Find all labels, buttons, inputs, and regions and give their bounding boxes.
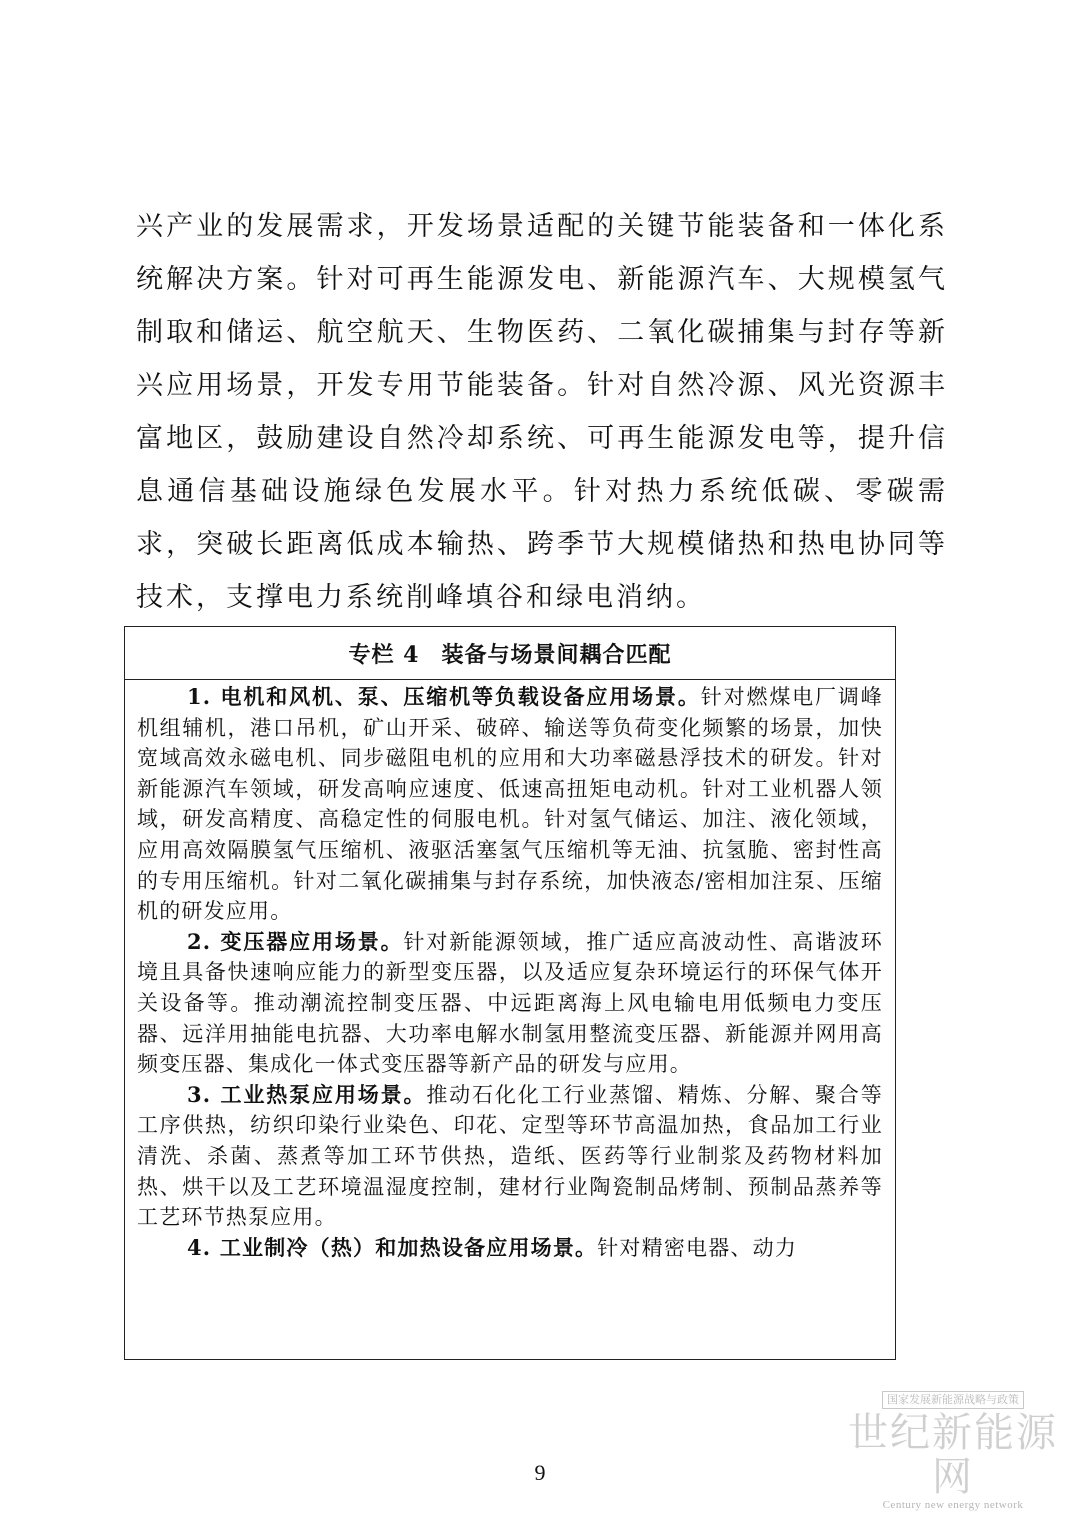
body-paragraph: 兴产业的发展需求，开发场景适配的关键节能装备和一体化系统解决方案。针对可再生能源发电、新能源汽车、大规模氢气制取和储运、航空航天、生物医药、二氧化碳捕集与封存等新兴应用场景，开发专用节能装备。针对自然冷源、风光资源丰富地区，鼓励建设自然冷却系统、可再生能源发电等，提升信息通信基础设施绿色发展水平。针对热力系统低碳、零碳需求，突破长距离低成本输热、跨季节大规模储热和热电协同等技术，支撑电力系统削峰填谷和绿电消纳。 [136, 211, 948, 613]
column-item-4 [137, 1233, 883, 1264]
page-number: 9 [534, 1460, 546, 1485]
column-item-heading: 3. 工业热泵应用场景。 [187, 1081, 427, 1107]
watermark-top-text: 国家发展新能源战略与政策 [882, 1391, 1024, 1409]
column-item-text: 针对燃煤电厂调峰机组辅机，港口吊机，矿山开采、破碎、输送等负荷变化频繁的场景，加快宽域高效永磁电机、同步磁阻电机的应用和大功率磁悬浮技术的研发。针对新能源汽车领域，研发高响应速度、低速高扭矩电动机。针对工业机器人领域，研发高精度、高稳定性的伺服电机。针对氢气储运、加注、液化领域，应用高效隔膜氢气压缩机、液驱活塞氢气压缩机等无油、抗氢脆、密封性高的专用压缩机。针对二氧化碳捕集与封存系统，加快液态/密相加注泵、压缩机的研发应用。 [137, 685, 883, 924]
column-item-text: 针对精密电器、动力 [597, 1235, 798, 1260]
watermark-sub-text: Century new energy network [882, 1499, 1024, 1511]
column-item-heading: 4. 工业制冷（热）和加热设备应用场景。 [187, 1234, 598, 1260]
column-item-text: 推动石化化工行业蒸馏、精炼、分解、聚合等工序供热，纺织印染行业染色、印花、定型等环节高温加热，食品加工行业清洗、杀菌、蒸煮等加工环节供热，造纸、医药等行业制浆及药物材料加热、烘干以及工艺环境温湿度控制，建材行业陶瓷制品烤制、预制品蒸养等工艺环节热泵应用。 [137, 1082, 883, 1230]
column-box [124, 626, 896, 1360]
column-item-2 [137, 927, 883, 1080]
watermark-logo [848, 1388, 1058, 1511]
column-item-heading: 1. 电机和风机、泵、压缩机等负载设备应用场景。 [187, 684, 701, 709]
column-item-text: 针对新能源领域，推广适应高波动性、高谐波环境且具备快速响应能力的新型变压器，以及适应复杂环境运行的环保气体开关设备等。推动潮流控制变压器、中远距离海上风电输电用低频电力变压器、远洋用抽能电抗器、大功率电解水制氢用整流变压器、新能源并网用高频变压器、集成化一体式变压器等新产品的研发与应用。 [137, 929, 884, 1077]
column-title [125, 627, 895, 680]
column-title-label: 专栏 4 [348, 641, 420, 668]
column-body [125, 680, 895, 1263]
column-item-3 [137, 1080, 883, 1233]
column-title-text: 装备与场景间耦合匹配 [441, 641, 672, 668]
watermark-main-text: 世纪新能源网 [848, 1410, 1058, 1500]
column-item-1 [137, 682, 883, 927]
column-item-heading: 2. 变压器应用场景。 [187, 928, 404, 954]
